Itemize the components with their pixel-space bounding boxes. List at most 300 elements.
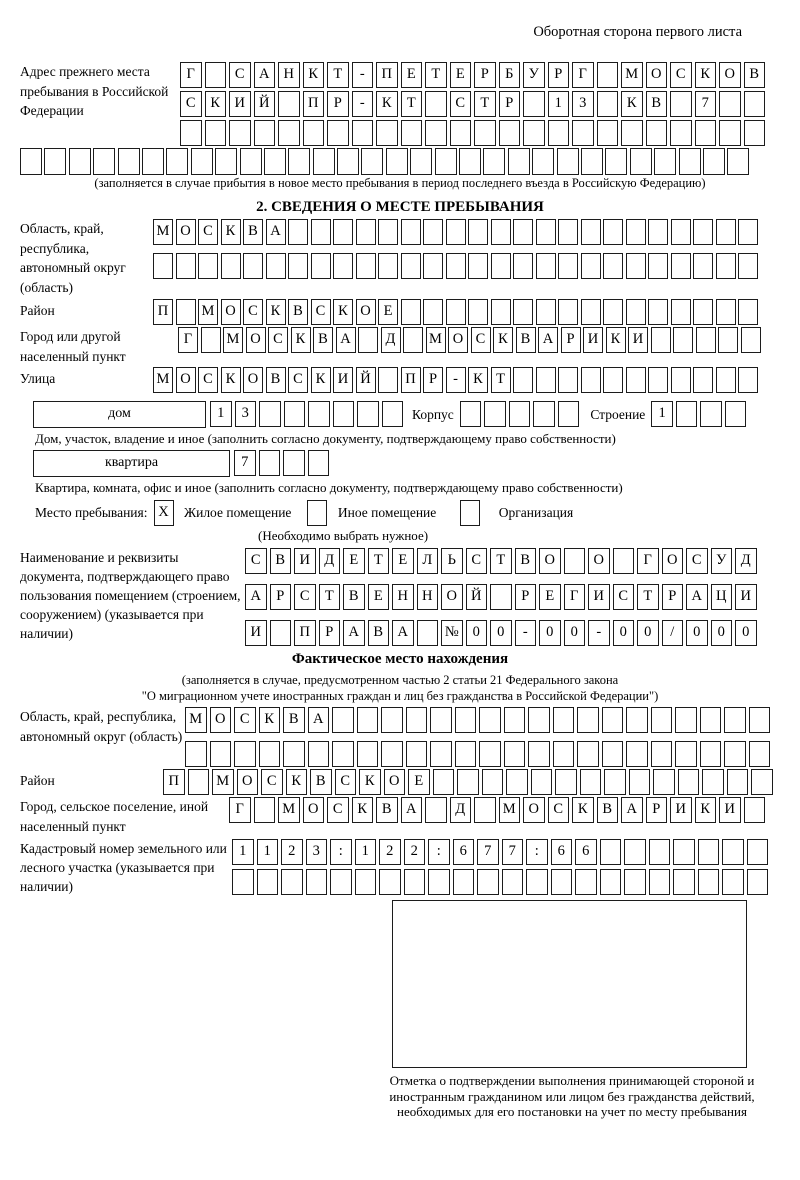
char-cell: К (259, 707, 281, 733)
char-cell: А (343, 620, 365, 646)
char-cell: И (670, 797, 692, 823)
char-cell: О (303, 797, 325, 823)
prev-address-caption: (заполняется в случае прибытия в новое место пребывания в период последнего въезда в Российскую Федерацию) (94, 176, 706, 190)
char-cell (288, 253, 308, 279)
char-cell (536, 367, 556, 393)
char-cell: С (229, 62, 251, 88)
char-cell (406, 741, 428, 767)
char-cell: С (548, 797, 570, 823)
char-cell (288, 219, 308, 245)
char-cell (333, 253, 353, 279)
char-cell (468, 299, 488, 325)
char-cell: Н (417, 584, 439, 610)
char-cell (577, 707, 599, 733)
char-cell: К (468, 367, 488, 393)
char-cell (332, 707, 354, 733)
char-cell (724, 707, 746, 733)
char-cell (330, 869, 352, 895)
char-cell (744, 797, 766, 823)
char-cell (719, 91, 741, 117)
char-cell (185, 741, 207, 767)
cadastre-label: Кадастровый номер земельного или лесного участка (указывается при наличии) (20, 841, 227, 894)
char-cell: Р (515, 584, 537, 610)
char-cell (671, 219, 691, 245)
char-cell: / (662, 620, 684, 646)
char-cell (653, 769, 675, 795)
char-cell (558, 299, 578, 325)
char-cell (254, 120, 276, 146)
char-cell: 1 (232, 839, 254, 865)
stay-type-label: Место пребывания: (35, 505, 148, 520)
char-cell: 0 (564, 620, 586, 646)
char-cell (308, 401, 330, 427)
char-cell (738, 253, 758, 279)
section2-heading: 2. СВЕДЕНИЯ О МЕСТЕ ПРЕБЫВАНИЯ (256, 199, 544, 215)
char-cell (234, 741, 256, 767)
char-cell: : (526, 839, 548, 865)
char-cell: Т (474, 91, 496, 117)
char-cell (744, 120, 766, 146)
char-cell: Р (319, 620, 341, 646)
confirmation-mark-box (392, 900, 747, 1068)
char-cell (716, 219, 736, 245)
char-cell (648, 367, 668, 393)
char-cell (430, 707, 452, 733)
char-cell: Р (270, 584, 292, 610)
char-cell (718, 327, 738, 353)
char-cell (188, 769, 210, 795)
char-cell (749, 741, 771, 767)
char-cell (446, 299, 466, 325)
char-cell: Р (548, 62, 570, 88)
confirmation-caption: Отметка о подтверждении выполнения принимающей стороной и иностранным гражданином или лицом без гражданства действий, необходимых для его постановки на учет по месту пребывания (389, 1073, 755, 1119)
char-cell (425, 797, 447, 823)
char-cell: П (376, 62, 398, 88)
char-cell (477, 869, 499, 895)
char-cell (670, 120, 692, 146)
char-cell: 6 (575, 839, 597, 865)
char-cell: Р (474, 62, 496, 88)
char-cell: 2 (404, 839, 426, 865)
char-cell (474, 797, 496, 823)
char-cell: А (401, 797, 423, 823)
char-cell: А (266, 219, 286, 245)
char-cell (401, 120, 423, 146)
region-row-2 (153, 253, 761, 279)
char-cell: Т (368, 548, 390, 574)
checkbox-other-premises (307, 500, 327, 526)
char-cell (671, 367, 691, 393)
char-cell: У (523, 62, 545, 88)
city-block (20, 327, 780, 366)
char-cell (536, 299, 556, 325)
char-cell: 0 (490, 620, 512, 646)
char-cell (523, 91, 545, 117)
char-cell (673, 839, 695, 865)
char-cell (243, 253, 263, 279)
char-cell (649, 839, 671, 865)
char-cell (600, 869, 622, 895)
char-cell: 3 (235, 401, 257, 427)
char-cell (741, 327, 761, 353)
char-cell: Л (417, 548, 439, 574)
char-cell: С (327, 797, 349, 823)
char-cell: К (621, 91, 643, 117)
char-cell (727, 148, 749, 175)
char-cell: П (163, 769, 185, 795)
char-cell (357, 707, 379, 733)
char-cell: К (303, 62, 325, 88)
char-cell: 0 (686, 620, 708, 646)
char-cell (603, 253, 623, 279)
char-cell: И (333, 367, 353, 393)
char-cell (381, 741, 403, 767)
char-cell: 0 (711, 620, 733, 646)
char-cell (716, 253, 736, 279)
char-cell (513, 299, 533, 325)
char-cell: 0 (539, 620, 561, 646)
char-cell (651, 741, 673, 767)
char-cell: Ц (711, 584, 733, 610)
char-cell (361, 148, 383, 175)
district-block (20, 299, 780, 325)
char-cell (425, 91, 447, 117)
actual-district-label: Район (20, 773, 55, 788)
char-cell (450, 120, 472, 146)
char-cell: В (515, 548, 537, 574)
char-cell: - (352, 91, 374, 117)
char-cell: О (243, 367, 263, 393)
char-cell: К (376, 91, 398, 117)
char-cell: С (335, 769, 357, 795)
char-cell: К (221, 367, 241, 393)
char-cell: С (471, 327, 491, 353)
prev-address-label: Адрес прежнего места пребывания в Российской Федерации (20, 64, 169, 118)
char-cell: О (237, 769, 259, 795)
char-cell (738, 367, 758, 393)
char-cell (459, 148, 481, 175)
document-block (20, 548, 780, 646)
char-cell (648, 299, 668, 325)
char-cell (382, 401, 404, 427)
char-cell (651, 707, 673, 733)
char-cell: К (266, 299, 286, 325)
char-cell (357, 741, 379, 767)
char-cell: С (198, 367, 218, 393)
char-cell: С (613, 584, 635, 610)
cadastre-cells (232, 839, 771, 895)
actual-city-block (20, 797, 780, 836)
char-cell: В (368, 620, 390, 646)
char-cell (376, 120, 398, 146)
char-cell (698, 869, 720, 895)
char-cell: - (515, 620, 537, 646)
cadastre-block (20, 839, 780, 896)
checkbox-organization (460, 500, 480, 526)
char-cell: Р (499, 91, 521, 117)
char-cell (215, 148, 237, 175)
char-cell (693, 253, 713, 279)
house-block (20, 401, 780, 428)
char-cell: А (336, 327, 356, 353)
char-cell (603, 299, 623, 325)
char-cell (648, 219, 668, 245)
char-cell (491, 219, 511, 245)
actual-location-heading: Фактическое место нахождения (291, 651, 509, 667)
char-cell (676, 401, 698, 427)
char-cell: Т (637, 584, 659, 610)
char-cell (356, 253, 376, 279)
char-cell: К (311, 367, 331, 393)
char-cell: М (223, 327, 243, 353)
actual-location-caption-2: "О миграционном учете иностранных граждан и лиц без гражданства в Российской Федерации") (141, 689, 659, 703)
region-label: Область, край, республика, автономный округ (область) (20, 221, 126, 295)
char-cell (468, 219, 488, 245)
char-cell: М (198, 299, 218, 325)
char-cell: О (384, 769, 406, 795)
char-cell (352, 120, 374, 146)
char-cell: 7 (234, 450, 256, 476)
char-cell: К (291, 327, 311, 353)
char-cell (479, 707, 501, 733)
char-cell: О (441, 584, 463, 610)
char-cell (513, 367, 533, 393)
cadastre-row-2 (232, 869, 771, 895)
char-cell: Г (229, 797, 251, 823)
char-cell (513, 219, 533, 245)
prev-address-cells (180, 62, 768, 146)
char-cell: У (711, 548, 733, 574)
char-cell: Д (319, 548, 341, 574)
char-cell: О (246, 327, 266, 353)
char-cell: К (286, 769, 308, 795)
char-cell: И (583, 327, 603, 353)
document-row-3 (245, 620, 760, 646)
char-cell (406, 707, 428, 733)
char-cell: С (261, 769, 283, 795)
char-cell (526, 869, 548, 895)
char-cell: Н (278, 62, 300, 88)
char-cell (446, 253, 466, 279)
char-cell (259, 450, 281, 476)
char-cell (423, 219, 443, 245)
char-cell (378, 253, 398, 279)
char-cell (747, 839, 769, 865)
char-cell: 3 (572, 91, 594, 117)
char-cell (281, 869, 303, 895)
char-cell: М (185, 707, 207, 733)
char-cell: С (450, 91, 472, 117)
char-cell (381, 707, 403, 733)
stroenie-row (651, 401, 749, 427)
char-cell: М (621, 62, 643, 88)
char-cell (205, 120, 227, 146)
char-cell: С (311, 299, 331, 325)
char-cell: С (670, 62, 692, 88)
char-cell (264, 148, 286, 175)
char-cell (457, 769, 479, 795)
char-cell (624, 869, 646, 895)
region-block (20, 219, 780, 297)
char-cell (69, 148, 91, 175)
char-cell (257, 869, 279, 895)
char-cell (738, 299, 758, 325)
char-cell (453, 869, 475, 895)
char-cell: Г (637, 548, 659, 574)
actual-city-label: Город, сельское поселение, иной населенный пункт (20, 799, 209, 834)
char-cell: А (538, 327, 558, 353)
region-cells (153, 219, 761, 279)
char-cell (604, 769, 626, 795)
char-cell (675, 707, 697, 733)
char-cell (624, 839, 646, 865)
char-cell: О (719, 62, 741, 88)
actual-city-row (229, 797, 768, 823)
char-cell: С (180, 91, 202, 117)
char-cell (581, 219, 601, 245)
char-cell: Д (381, 327, 401, 353)
char-cell: 3 (306, 839, 328, 865)
house-namebox: дом (33, 401, 206, 428)
char-cell: А (686, 584, 708, 610)
char-cell (455, 707, 477, 733)
char-cell (474, 120, 496, 146)
char-cell (722, 869, 744, 895)
char-cell (284, 401, 306, 427)
char-cell: К (572, 797, 594, 823)
char-cell: Н (392, 584, 414, 610)
char-cell (403, 327, 423, 353)
char-cell: 2 (281, 839, 303, 865)
char-cell: Д (450, 797, 472, 823)
char-cell (719, 120, 741, 146)
char-cell (313, 148, 335, 175)
char-cell: М (212, 769, 234, 795)
char-cell (597, 120, 619, 146)
char-cell (523, 120, 545, 146)
char-cell: К (352, 797, 374, 823)
char-cell: М (499, 797, 521, 823)
char-cell: Д (735, 548, 757, 574)
char-cell: С (686, 548, 708, 574)
char-cell (93, 148, 115, 175)
apartment-number-row (234, 450, 332, 476)
char-cell: 1 (355, 839, 377, 865)
page-title: Оборотная сторона первого листа (533, 24, 742, 40)
char-cell (278, 120, 300, 146)
korpus-label: Корпус (412, 407, 454, 422)
char-cell (240, 148, 262, 175)
document-label: Наименование и реквизиты документа, подтверждающего право пользования помещением (строением, сооружением) (указывается при наличии) (20, 550, 241, 641)
char-cell (673, 327, 693, 353)
char-cell (378, 367, 398, 393)
char-cell: Т (401, 91, 423, 117)
organization-label: Организация (498, 505, 574, 520)
char-cell (621, 120, 643, 146)
char-cell (283, 741, 305, 767)
prev-address-row-2 (180, 91, 768, 117)
char-cell (613, 548, 635, 574)
apartment-caption: Квартира, комната, офис и иное (заполнить согласно документу, подтверждающему право собственности) (35, 480, 623, 495)
char-cell: : (330, 839, 352, 865)
char-cell: А (245, 584, 267, 610)
char-cell (536, 253, 556, 279)
char-cell: 0 (637, 620, 659, 646)
char-cell (308, 450, 330, 476)
cadastre-row-1 (232, 839, 771, 865)
char-cell: М (426, 327, 446, 353)
checkbox-residential: X (154, 500, 174, 526)
char-cell: В (744, 62, 766, 88)
house-number-row (210, 401, 406, 427)
apartment-namebox: квартира (33, 450, 230, 477)
char-cell (513, 253, 533, 279)
char-cell: С (198, 219, 218, 245)
char-cell (577, 741, 599, 767)
char-cell (646, 120, 668, 146)
char-cell: 1 (548, 91, 570, 117)
char-cell (504, 707, 526, 733)
char-cell: Г (564, 584, 586, 610)
char-cell: О (523, 797, 545, 823)
char-cell: П (303, 91, 325, 117)
char-cell: О (646, 62, 668, 88)
char-cell (283, 450, 305, 476)
char-cell (581, 367, 601, 393)
char-cell (210, 741, 232, 767)
char-cell (531, 769, 553, 795)
char-cell (702, 769, 724, 795)
char-cell: Р (423, 367, 443, 393)
prev-address-row-4 (20, 148, 780, 174)
char-cell (528, 741, 550, 767)
char-cell (605, 148, 627, 175)
char-cell (401, 219, 421, 245)
char-cell (460, 401, 482, 427)
char-cell (266, 253, 286, 279)
char-cell (696, 327, 716, 353)
char-cell: Г (180, 62, 202, 88)
actual-region-row-1 (185, 707, 773, 733)
char-cell (509, 401, 531, 427)
district-label: Район (20, 303, 55, 318)
char-cell: К (359, 769, 381, 795)
char-cell (20, 148, 42, 175)
char-cell: 0 (613, 620, 635, 646)
char-cell: Е (378, 299, 398, 325)
char-cell (166, 148, 188, 175)
char-cell (558, 401, 580, 427)
char-cell: Е (401, 62, 423, 88)
char-cell (581, 299, 601, 325)
char-cell: К (606, 327, 626, 353)
char-cell (693, 219, 713, 245)
char-cell: 7 (502, 839, 524, 865)
char-cell: В (288, 299, 308, 325)
char-cell (626, 299, 646, 325)
char-cell (700, 401, 722, 427)
char-cell (558, 219, 578, 245)
char-cell: М (278, 797, 300, 823)
char-cell: О (588, 548, 610, 574)
char-cell: К (333, 299, 353, 325)
char-cell (259, 401, 281, 427)
char-cell (386, 148, 408, 175)
char-cell (602, 707, 624, 733)
char-cell (528, 707, 550, 733)
char-cell: И (588, 584, 610, 610)
char-cell (423, 299, 443, 325)
